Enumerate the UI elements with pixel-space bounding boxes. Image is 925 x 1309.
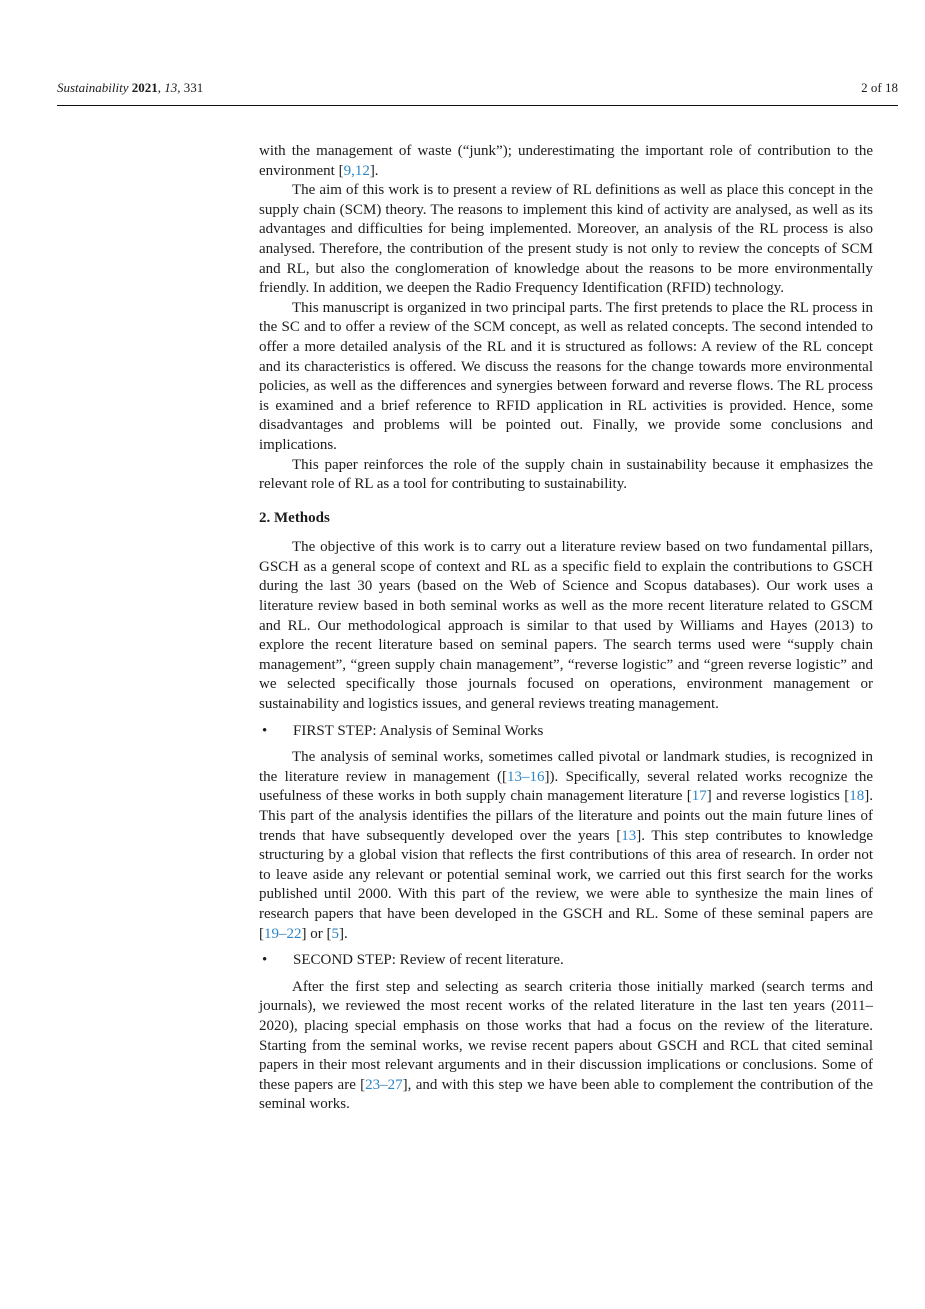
bullet-text: FIRST STEP: Analysis of Seminal Works — [293, 722, 544, 739]
bullet-marker-icon: • — [262, 722, 268, 739]
bullet-item — [259, 722, 873, 742]
text-run: After the first step and selecting as search criteria those initially marked (search terms and journals), we reviewed the most recent works of the related literature in the last ten years (2011–2020), placing special emphasis on those works that had a focus on the review of the literature. Starting from the seminal works, we revise recent papers about GSCH and RCL that cited seminal papers in their most relevant arguments and in their discussion implications or conclusions. Some of these papers are [ — [259, 978, 873, 1093]
paragraph — [259, 748, 873, 944]
header-rule — [57, 105, 898, 106]
citation-link[interactable]: 13–16 — [507, 768, 545, 785]
text-run: , 331 — [177, 80, 204, 95]
text-run: ], and with this step we have been able to complement the contribution of the seminal works. — [259, 1076, 873, 1113]
citation-link[interactable]: 23–27 — [365, 1076, 403, 1093]
text-run: The aim of this work is to present a review of RL definitions as well as place this concept in the supply chain (SCM) theory. The reasons to implement this kind of activity are analysed, as well as its advantages and difficulties for being implemented. Moreover, an analysis of the RL process is also analysed. Therefore, the contribution of the present study is not only to review the concepts of SCM and RL, but also the conglomeration of knowledge about the reasons to be more environmentally friendly. In addition, we deepen the Radio Frequency Identification (RFID) technology. — [259, 182, 873, 297]
text-run: The analysis of seminal works, sometimes called pivotal or landmark studies, is recognized in the literature review in management ([ — [259, 749, 873, 785]
text-run: 13 — [164, 80, 178, 95]
bullet-text: SECOND STEP: Review of recent literature. — [293, 952, 564, 969]
text-run: Sustainability — [57, 80, 129, 95]
section-heading — [259, 509, 873, 529]
bullet-marker-icon: • — [262, 952, 268, 969]
citation-link[interactable]: 9,12 — [343, 162, 370, 179]
paragraph — [259, 181, 873, 299]
article-body — [259, 142, 873, 1115]
paragraph — [259, 538, 873, 714]
text-run: ]. This step contributes to knowledge structuring by a global vision that reflects the first contributions of this area of research. In order not to leave aside any relevant or potential seminal work, we carried out this first search for the works published until 2000. With this part of the review, we were able to synthesize the main lines of research papers that have been developed in the GSCH and RL. Some of these seminal papers are [ — [259, 827, 874, 942]
text-run: 2021 — [131, 80, 158, 95]
paragraph — [259, 142, 873, 181]
text-run: The objective of this work is to carry out a literature review based on two fundamental pillars, GSCH as a general scope of context and RL as a specific field to explain the contributions to GSCH during the last 30 years (based on the Web of Science and Scopus databases). Our work uses a literature review based in both seminal works as well as the more recent literature related to GSCM and RL. Our methodological approach is similar to that used by Williams and Hayes (2013) to explore the recent literature based on seminal papers. The search terms used were “supply chain management”, “green supply chain management”, “reverse logistic” and “green reverse logistic” and we selected specifically those journals focused on operations, environment management or sustainability and logistics issues, and general reviews treating management. — [259, 539, 873, 713]
citation-link[interactable]: 18 — [849, 788, 865, 805]
citation-link[interactable]: 17 — [691, 788, 707, 805]
text-run: ] or [ — [301, 925, 332, 942]
text-run: 2. Methods — [259, 509, 330, 526]
text-run: This manuscript is organized in two principal parts. The first pretends to place the RL process in the SC and to offer a review of the SCM concept, as well as related concepts. The second intended to offer a more detailed analysis of the RL and it is structured as follows: A review of the RL concept and its characteristics is offered. We discuss the reasons for the change towards more environmental policies, as well as the differences and synergies between forward and reverse flows. The RL process is examined and a brief reference to RFID application in RL activities is provided. Hence, some disadvantages and problems will be pointed out. Finally, we provide some conclusions and implications. — [259, 299, 873, 453]
bullet-item — [259, 951, 873, 971]
text-run: ]). Specifically, several related works recognize the usefulness of these works in both supply chain management literature [ — [259, 768, 874, 805]
journal-citation — [57, 80, 203, 96]
citation-link[interactable]: 19–22 — [264, 925, 302, 942]
paragraph — [259, 978, 873, 1115]
text-run: ]. This part of the analysis identifies the pillars of the literature and points out the main future lines of trends that have subsequently developed over the years [ — [259, 788, 873, 844]
paragraph — [259, 456, 873, 495]
text-run: ]. — [369, 162, 379, 179]
text-run: , — [157, 80, 165, 95]
citation-link[interactable]: 5 — [331, 925, 339, 942]
text-run: ]. — [339, 925, 348, 942]
text-run: ] and reverse logistics [ — [706, 788, 850, 805]
paragraph — [259, 299, 873, 456]
page-number: 2 of 18 — [861, 80, 898, 95]
citation-link[interactable]: 13 — [621, 827, 637, 844]
text-run: with the management of waste (“junk”); underestimating the important role of contribution to the environment [ — [259, 143, 873, 179]
page-header — [57, 80, 898, 96]
text-run: This paper reinforces the role of the supply chain in sustainability because it emphasizes the relevant role of RL as a tool for contributing to sustainability. — [259, 456, 873, 493]
